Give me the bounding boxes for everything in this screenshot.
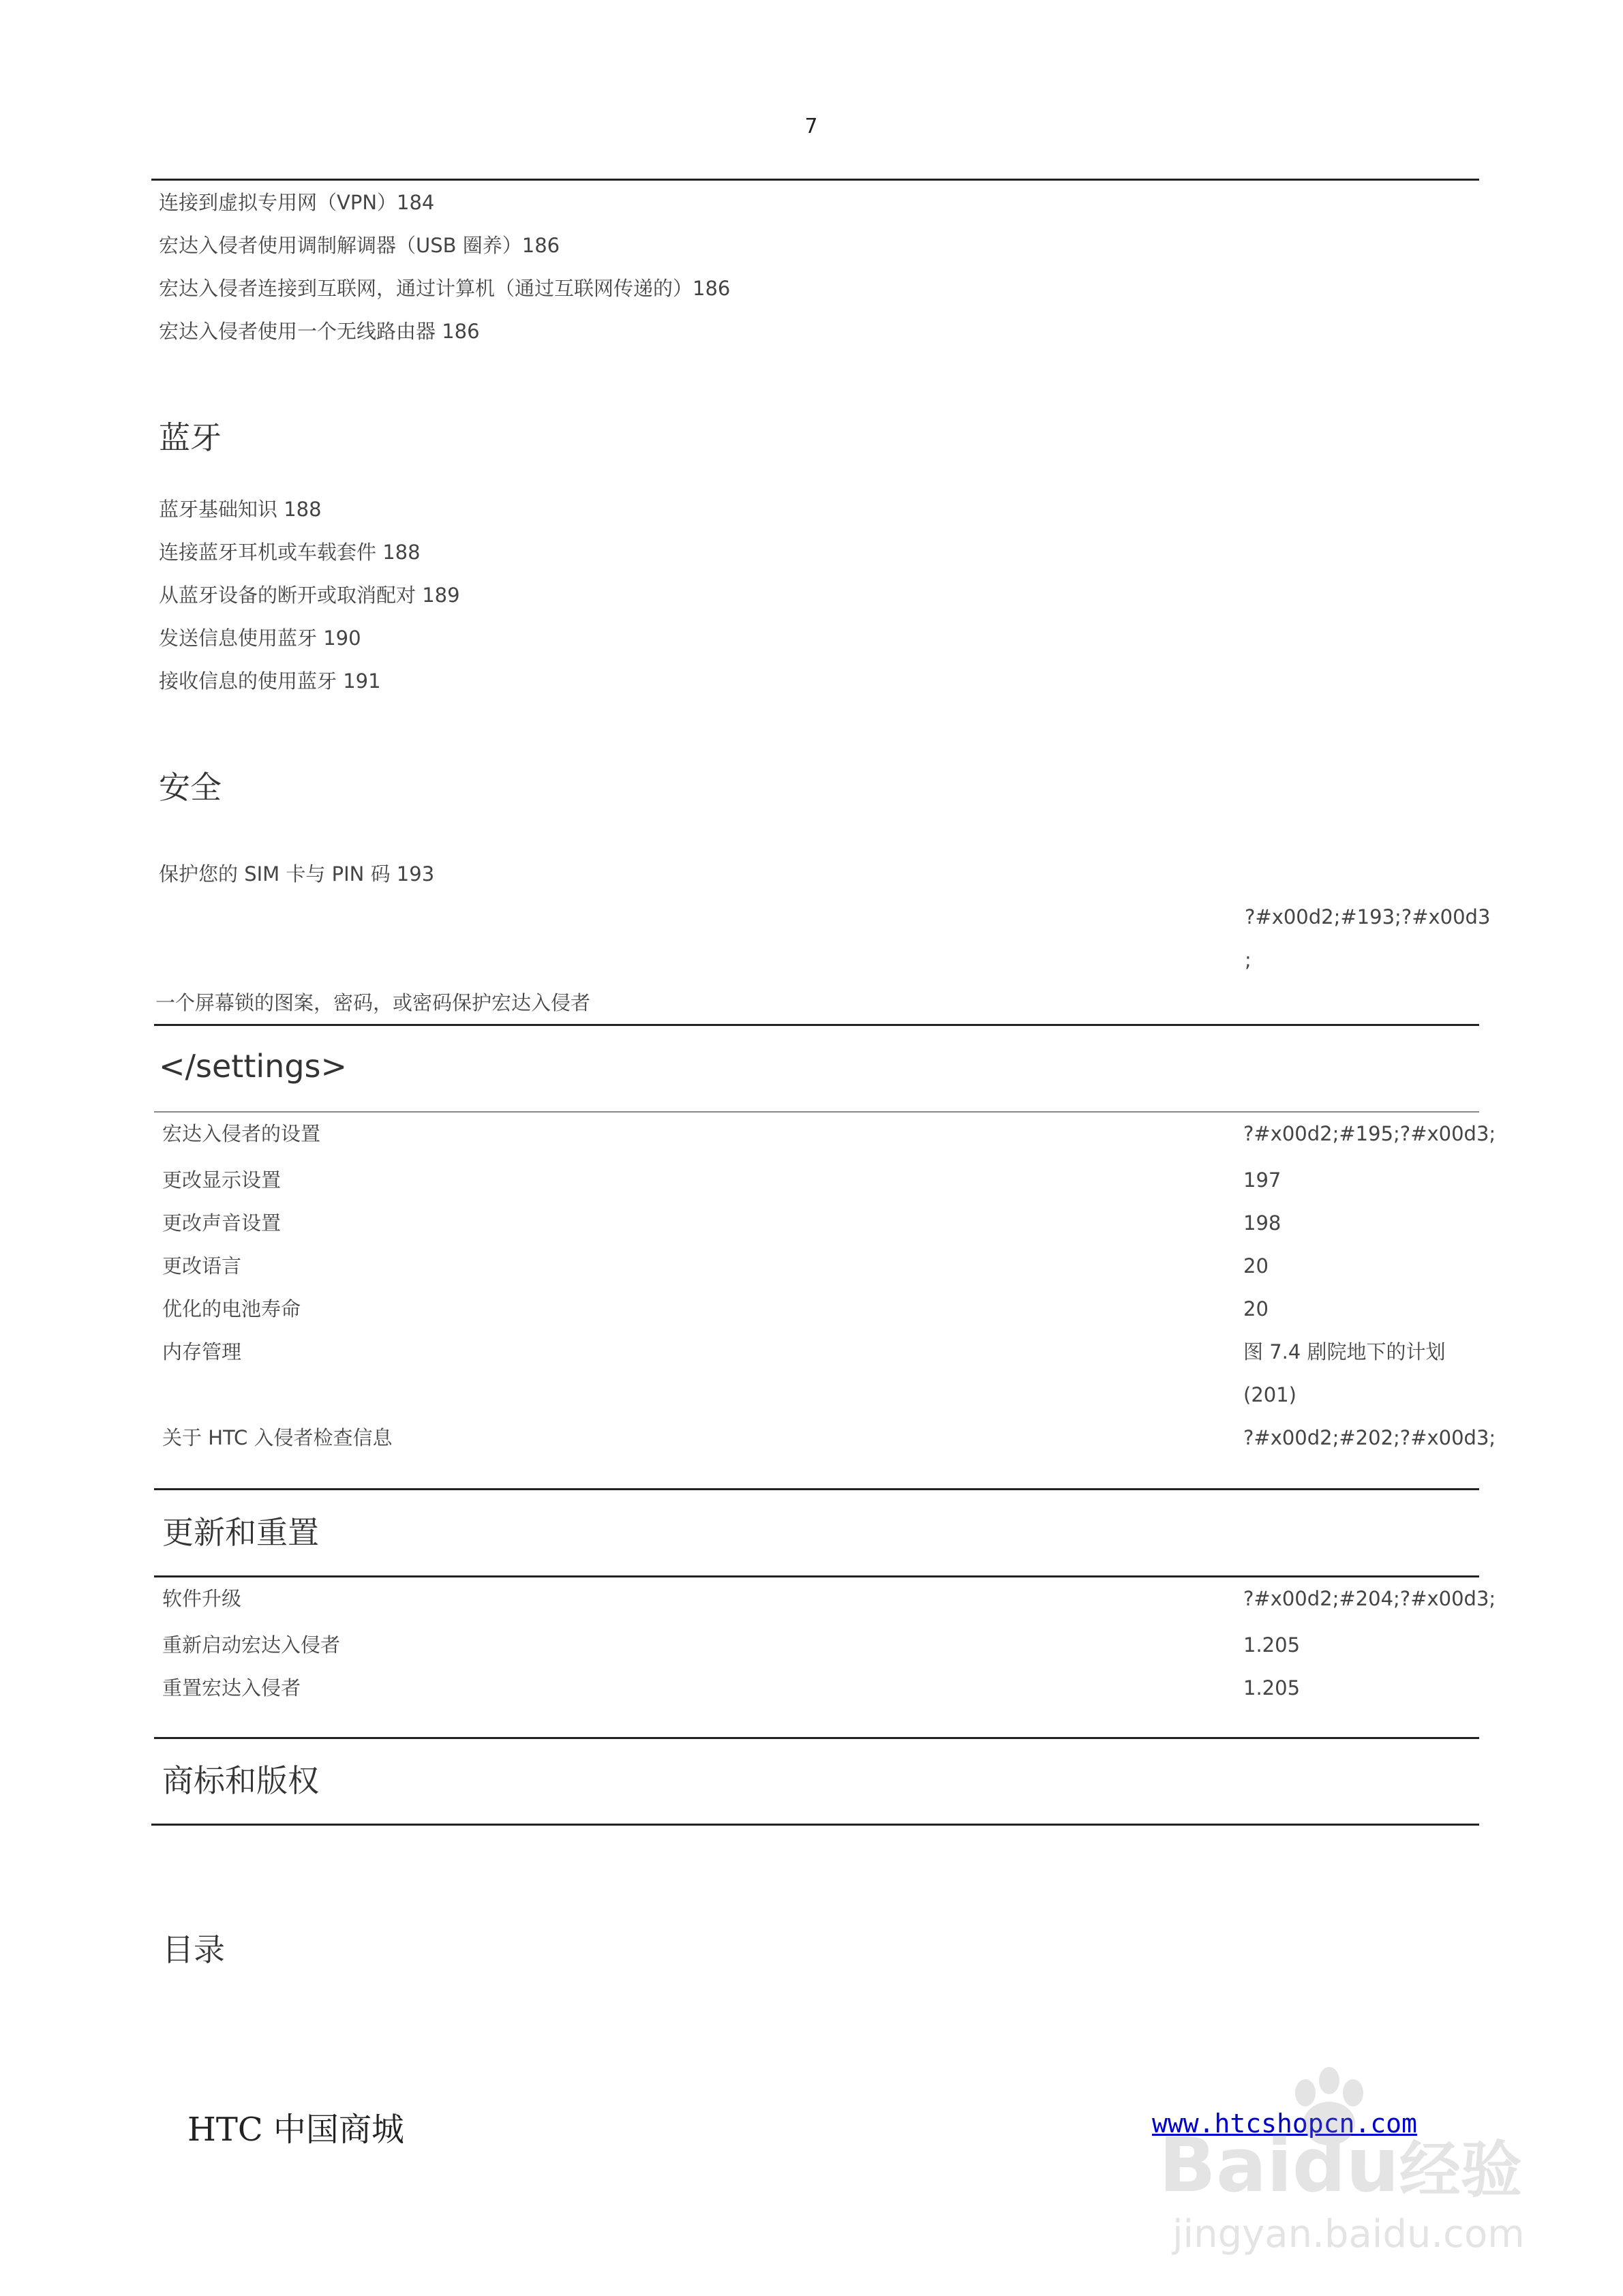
toc-entry[interactable]: 从蓝牙设备的断开或取消配对 189: [159, 584, 460, 607]
header-rule: [151, 179, 1479, 181]
settings-row-value: ?#x00d2;#202;?#x00d3;: [1243, 1426, 1496, 1449]
section-heading-trademark: 商标和版权: [162, 1762, 319, 1799]
settings-row-value: 198: [1243, 1211, 1281, 1235]
footer-link[interactable]: www.htcshopcn.com: [1152, 2109, 1417, 2139]
section-rule: [154, 1111, 1479, 1113]
baidu-brand: Bai: [1159, 2121, 1292, 2209]
settings-row-value: 20: [1243, 1254, 1269, 1278]
settings-row-value: 图 7.4 剧院地下的计划: [1243, 1340, 1446, 1363]
update-row-label[interactable]: 重新启动宏达入侵者: [162, 1633, 341, 1657]
update-row-value: 1.205: [1243, 1676, 1301, 1700]
baidu-watermark: [1159, 2066, 1568, 2270]
footer-store-name: HTC 中国商城: [187, 2111, 404, 2149]
baidu-experience: 经验: [1399, 2134, 1522, 2206]
toc-entry[interactable]: 蓝牙基础知识 188: [159, 498, 322, 521]
update-row-label[interactable]: 重置宏达入侵者: [162, 1676, 301, 1700]
settings-row-label[interactable]: 更改语言: [162, 1254, 242, 1278]
settings-row-value: (201): [1243, 1383, 1296, 1406]
settings-row-label[interactable]: 宏达入侵者的设置: [162, 1122, 321, 1145]
section-heading-update: 更新和重置: [162, 1514, 319, 1551]
toc-entry[interactable]: 宏达入侵者使用调制解调器（USB 圈养）186: [159, 234, 560, 257]
baidu-brand-paw: du: [1292, 2121, 1399, 2209]
settings-row-label[interactable]: 优化的电池寿命: [162, 1297, 301, 1320]
settings-row-label[interactable]: 内存管理: [162, 1340, 242, 1363]
section-heading-bluetooth: 蓝牙: [159, 419, 222, 456]
update-row-value: 1.205: [1243, 1633, 1301, 1657]
settings-row-value: 20: [1243, 1297, 1269, 1320]
section-rule: [154, 1488, 1479, 1490]
toc-entry[interactable]: 发送信息使用蓝牙 190: [159, 626, 361, 650]
section-heading-settings: </settings>: [159, 1048, 348, 1085]
section-heading-security: 安全: [159, 769, 222, 806]
section-rule: [151, 1824, 1479, 1826]
toc-entry[interactable]: 连接蓝牙耳机或车载套件 188: [159, 541, 421, 564]
toc-entry[interactable]: 宏达入侵者使用一个无线路由器 186: [159, 320, 480, 343]
page-number: 7: [804, 115, 818, 138]
page-ref: ?#x00d2;#193;?#x00d3: [1245, 905, 1491, 928]
settings-row-label[interactable]: 更改声音设置: [162, 1211, 282, 1235]
section-rule: [154, 1024, 1479, 1026]
settings-row-label[interactable]: 关于 HTC 入侵者检查信息: [162, 1426, 393, 1449]
settings-row-value: ?#x00d2;#195;?#x00d3;: [1243, 1122, 1496, 1145]
section-rule: [154, 1575, 1479, 1577]
page-ref: ;: [1245, 948, 1252, 971]
toc-entry[interactable]: 一个屏幕锁的图案，密码，或密码保护宏达入侵者: [155, 991, 591, 1014]
settings-row-label[interactable]: 更改显示设置: [162, 1168, 282, 1192]
toc-entry[interactable]: 连接到虚拟专用网（VPN）184: [159, 191, 435, 214]
settings-row-value: 197: [1243, 1168, 1281, 1192]
section-rule: [154, 1737, 1479, 1739]
baidu-domain: jingyan.baidu.com: [1172, 2212, 1525, 2256]
toc-entry[interactable]: 宏达入侵者连接到互联网，通过计算机（通过互联网传递的）186: [159, 277, 731, 300]
toc-entry[interactable]: 接收信息的使用蓝牙 191: [159, 669, 381, 693]
toc-entry[interactable]: 保护您的 SIM 卡与 PIN 码 193: [159, 862, 435, 886]
update-row-value: ?#x00d2;#204;?#x00d3;: [1243, 1587, 1496, 1610]
toc-heading: 目录: [162, 1931, 225, 1968]
update-row-label[interactable]: 软件升级: [162, 1587, 242, 1610]
